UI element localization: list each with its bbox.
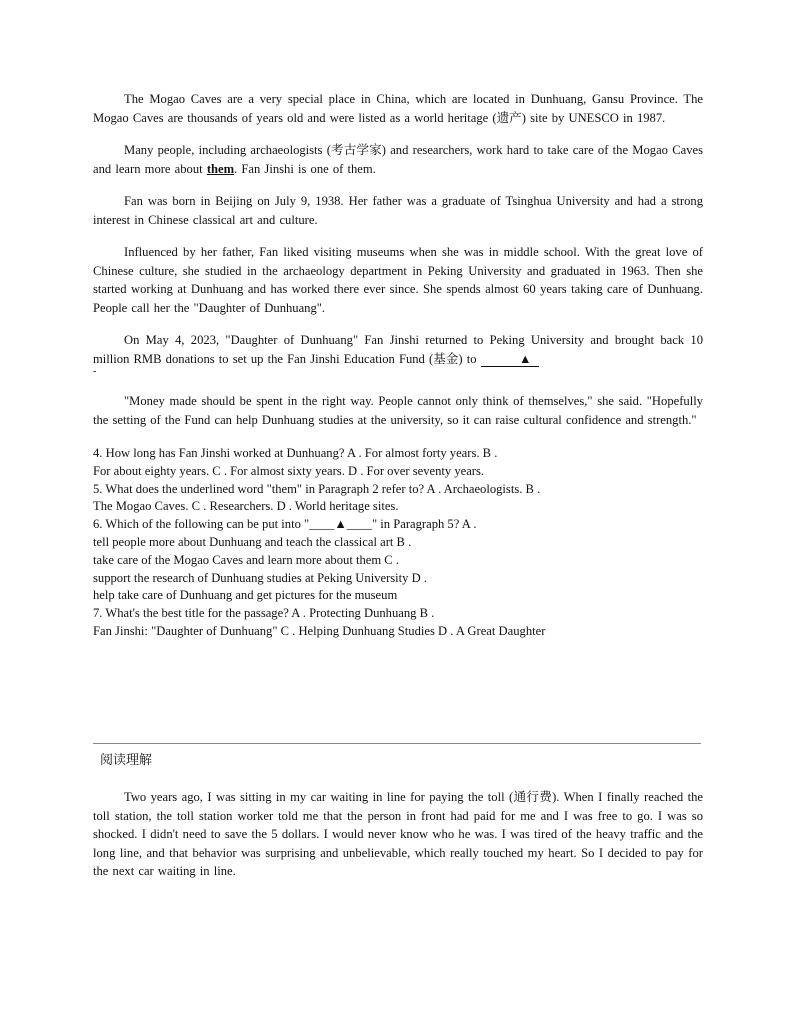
question-line: take care of the Mogao Caves and learn more about them C . xyxy=(93,552,399,567)
question-line: help take care of Dunhuang and get pictures for the museum xyxy=(93,588,398,603)
question-line: 6. Which of the following can be put into "____▲____" in Paragraph 5? A . xyxy=(93,517,477,532)
question-line: For about eighty years. C . For almost sixty years. D . For over seventy years. xyxy=(93,463,485,478)
paragraph-1: The Mogao Caves are a very special place in China, which are located in Dunhuang, Gansu Province. The Mogao Caves are thousands of years old and were listed as a world heritage (遗产) site by UNESCO in 1987. xyxy=(93,92,703,125)
paragraph-5-tail: - xyxy=(93,366,97,377)
triangle-marker: ▲ xyxy=(518,351,532,366)
question-line: support the research of Dunhuang studies at Peking University D . xyxy=(93,570,428,585)
paragraph-2-start: Many people, including archaeologists (考古学家) and researchers, work hard to take care of the Mogao Caves and learn more about xyxy=(93,143,703,176)
paragraph-2 xyxy=(93,141,703,178)
paragraph-3: Fan was born in Beijing on July 9, 1938. Her father was a graduate of Tsinghua University and had a strong interest in Chinese classical art and culture. xyxy=(93,194,703,227)
reading-passage xyxy=(93,90,703,641)
reading-passage-2 xyxy=(93,788,703,895)
section-divider xyxy=(93,743,701,744)
section-title: 阅读理解 xyxy=(100,753,153,768)
paragraph-2-end: . Fan Jinshi is one of them. xyxy=(234,161,376,176)
paragraph-6: "Money made should be spent in the right way. People cannot only think of themselves," she said. "Hopefully the setting of the Fund can help Dunhuang studies at the university, so it can raise cultural confidence and strength." xyxy=(93,394,703,427)
paragraph-5 xyxy=(93,331,703,378)
question-line: The Mogao Caves. C . Researchers. D . World heritage sites. xyxy=(93,499,399,514)
answer-blank xyxy=(481,352,539,367)
question-line: tell people more about Dunhuang and teach the classical art B . xyxy=(93,534,412,549)
paragraph-5-text: On May 4, 2023, "Daughter of Dunhuang" Fan Jinshi returned to Peking University and brought back 10 million RMB donations to set up the Fan Jinshi Education Fund (基金) to xyxy=(93,333,703,366)
question-line: Fan Jinshi: "Daughter of Dunhuang" C . Helping Dunhuang Studies D . A Great Daughter xyxy=(93,623,546,638)
question-line: 4. How long has Fan Jinshi worked at Dunhuang? A . For almost forty years. B . xyxy=(93,446,498,460)
underlined-word-them: them xyxy=(206,161,235,176)
section-2-paragraph-1: Two years ago, I was sitting in my car waiting in line for paying the toll (通行费). When I finally reached the toll station, the toll station worker told me that the person in front had paid for me and I was free to go. I was so shocked. I didn't need to save the 5 dollars. I would never know who he was. I was tired of the heavy traffic and the long line, and that behavior was surprising and unbelievable, which really touched my heart. So I decided to pay for the next car waiting in line. xyxy=(93,790,703,878)
question-line: 7. What's the best title for the passage? A . Protecting Dunhuang B . xyxy=(93,606,435,621)
paragraph-4: Influenced by her father, Fan liked visiting museums when she was in middle school. With the great love of Chinese culture, she studied in the archaeology department in Peking University and graduated in 1963. Then she started working at Dunhuang and has worked there ever since. She spends almost 60 years taking care of Dunhuang. People call her the "Daughter of Dunhuang". xyxy=(93,245,703,315)
question-line: 5. What does the underlined word "them" in Paragraph 2 refer to? A . Archaeologists. B . xyxy=(93,481,541,496)
question-list xyxy=(93,445,703,641)
